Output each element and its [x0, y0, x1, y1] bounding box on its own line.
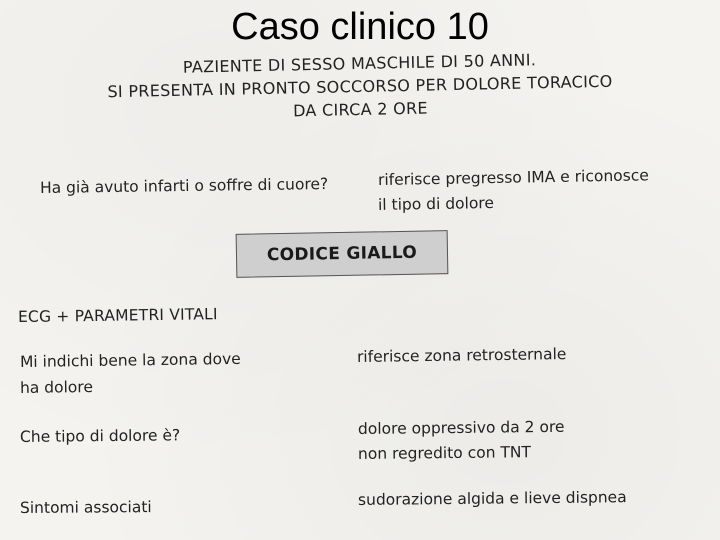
triage-question: Ha già avuto infarti o soffre di cuore? — [39, 174, 329, 197]
location-question-line-2: ha dolore — [19, 377, 94, 397]
triage-answer-line-2: il tipo di dolore — [377, 193, 495, 214]
pain-type-answer-line-1: dolore oppressivo da 2 ore — [357, 417, 565, 438]
symptoms-answer: sudorazione algida e lieve dispnea — [357, 488, 627, 509]
intro-line-1: PAZIENTE DI SESSO MASCHILE DI 50 ANNI. — [182, 50, 537, 77]
pain-type-answer-line-2: non regredito con TNT — [357, 443, 532, 463]
slide-title: Caso clinico 10 — [231, 6, 489, 48]
triage-code-box — [236, 230, 449, 278]
pain-type-question: Che tipo di dolore è? — [19, 426, 181, 446]
intro-line-3: DA CIRCA 2 ORE — [292, 98, 429, 121]
triage-answer-line-1: riferisce pregresso IMA e riconosce — [377, 166, 649, 189]
location-question-line-1: Mi indichi bene la zona dove — [19, 349, 241, 371]
triage-code-label: CODICE GIALLO — [266, 242, 418, 266]
location-answer: riferisce zona retrosternale — [356, 345, 567, 366]
case-intro — [39, 45, 680, 127]
ecg-vitals-label: ECG + PARAMETRI VITALI — [17, 305, 218, 326]
intro-line-2: SI PRESENTA IN PRONTO SOCCORSO PER DOLORE TORACICO — [107, 71, 613, 102]
symptoms-label: Sintomi associati — [19, 498, 152, 517]
